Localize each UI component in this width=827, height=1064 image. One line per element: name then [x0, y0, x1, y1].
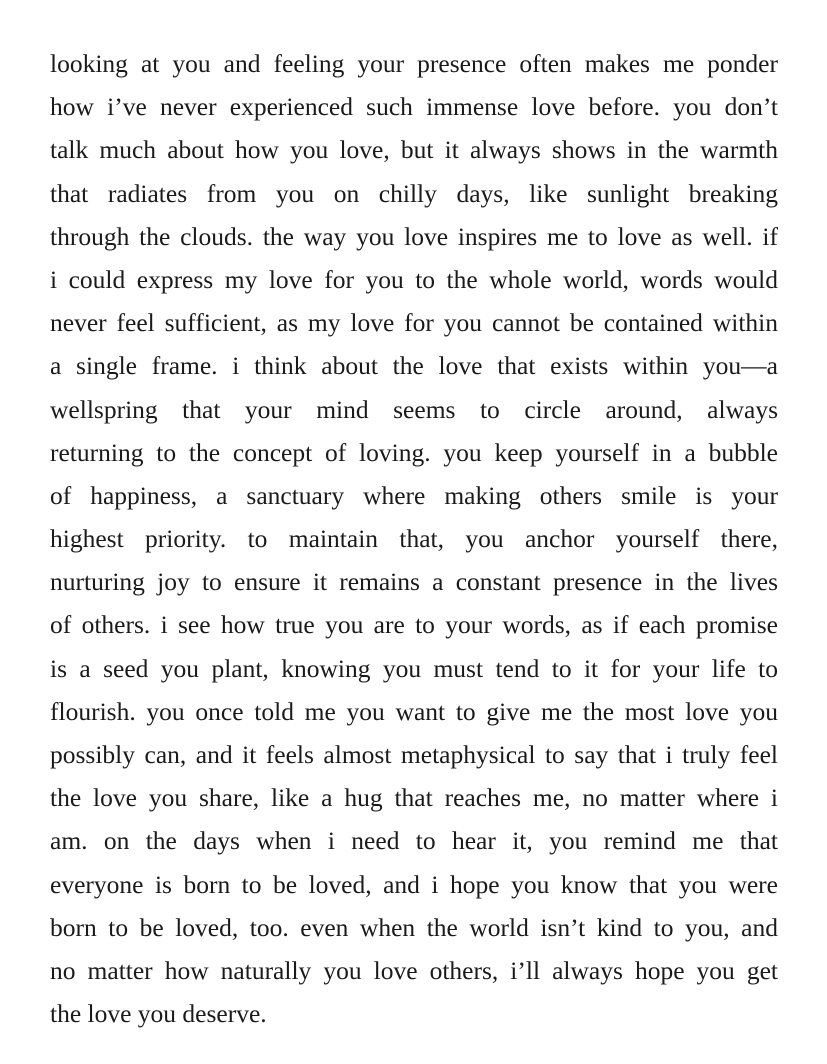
- text-line: wellspring that your mind seems to circle around, always: [50, 394, 778, 424]
- text-line: returning to the concept of loving. you keep yourself in a bubble: [50, 437, 778, 467]
- text-line: how i’ve never experienced such immense love before. you don’t: [50, 92, 778, 122]
- text-line: born to be loved, too. even when the world isn’t kind to you, and: [50, 912, 778, 942]
- text-line: highest priority. to maintain that, you anchor yourself there,: [50, 524, 778, 554]
- text-line: flourish. you once told me you want to give me the most love you: [50, 696, 778, 726]
- text-line: talk much about how you love, but it always shows in the warmth: [50, 135, 778, 165]
- text-line: that radiates from you on chilly days, like sunlight breaking: [50, 178, 778, 208]
- text-body: [50, 42, 778, 1035]
- text-line: never feel sufficient, as my love for you cannot be contained within: [50, 308, 778, 338]
- text-line: through the clouds. the way you love inspires me to love as well. if: [50, 221, 778, 251]
- text-line: the love you share, like a hug that reaches me, no matter where i: [50, 783, 778, 813]
- text-line: of others. i see how true you are to your words, as if each promise: [50, 610, 778, 640]
- text-line: am. on the days when i need to hear it, you remind me that: [50, 826, 778, 856]
- text-line: possibly can, and it feels almost metaphysical to say that i truly feel: [50, 740, 778, 769]
- text-line: no matter how naturally you love others, i’ll always hope you get: [50, 955, 778, 985]
- text-line: a single frame. i think about the love that exists within you—a: [50, 351, 778, 381]
- text-line: nurturing joy to ensure it remains a constant presence in the lives: [50, 567, 778, 597]
- text-line: is a seed you plant, knowing you must tend to it for your life to: [50, 653, 778, 683]
- text-line: looking at you and feeling your presence often makes me ponder: [50, 49, 778, 78]
- text-line-last: the love you deserve.: [50, 999, 267, 1029]
- text-line: everyone is born to be loved, and i hope you know that you were: [50, 869, 778, 899]
- text-line: i could express my love for you to the whole world, words would: [50, 264, 778, 294]
- text-line: of happiness, a sanctuary where making others smile is your: [50, 480, 778, 510]
